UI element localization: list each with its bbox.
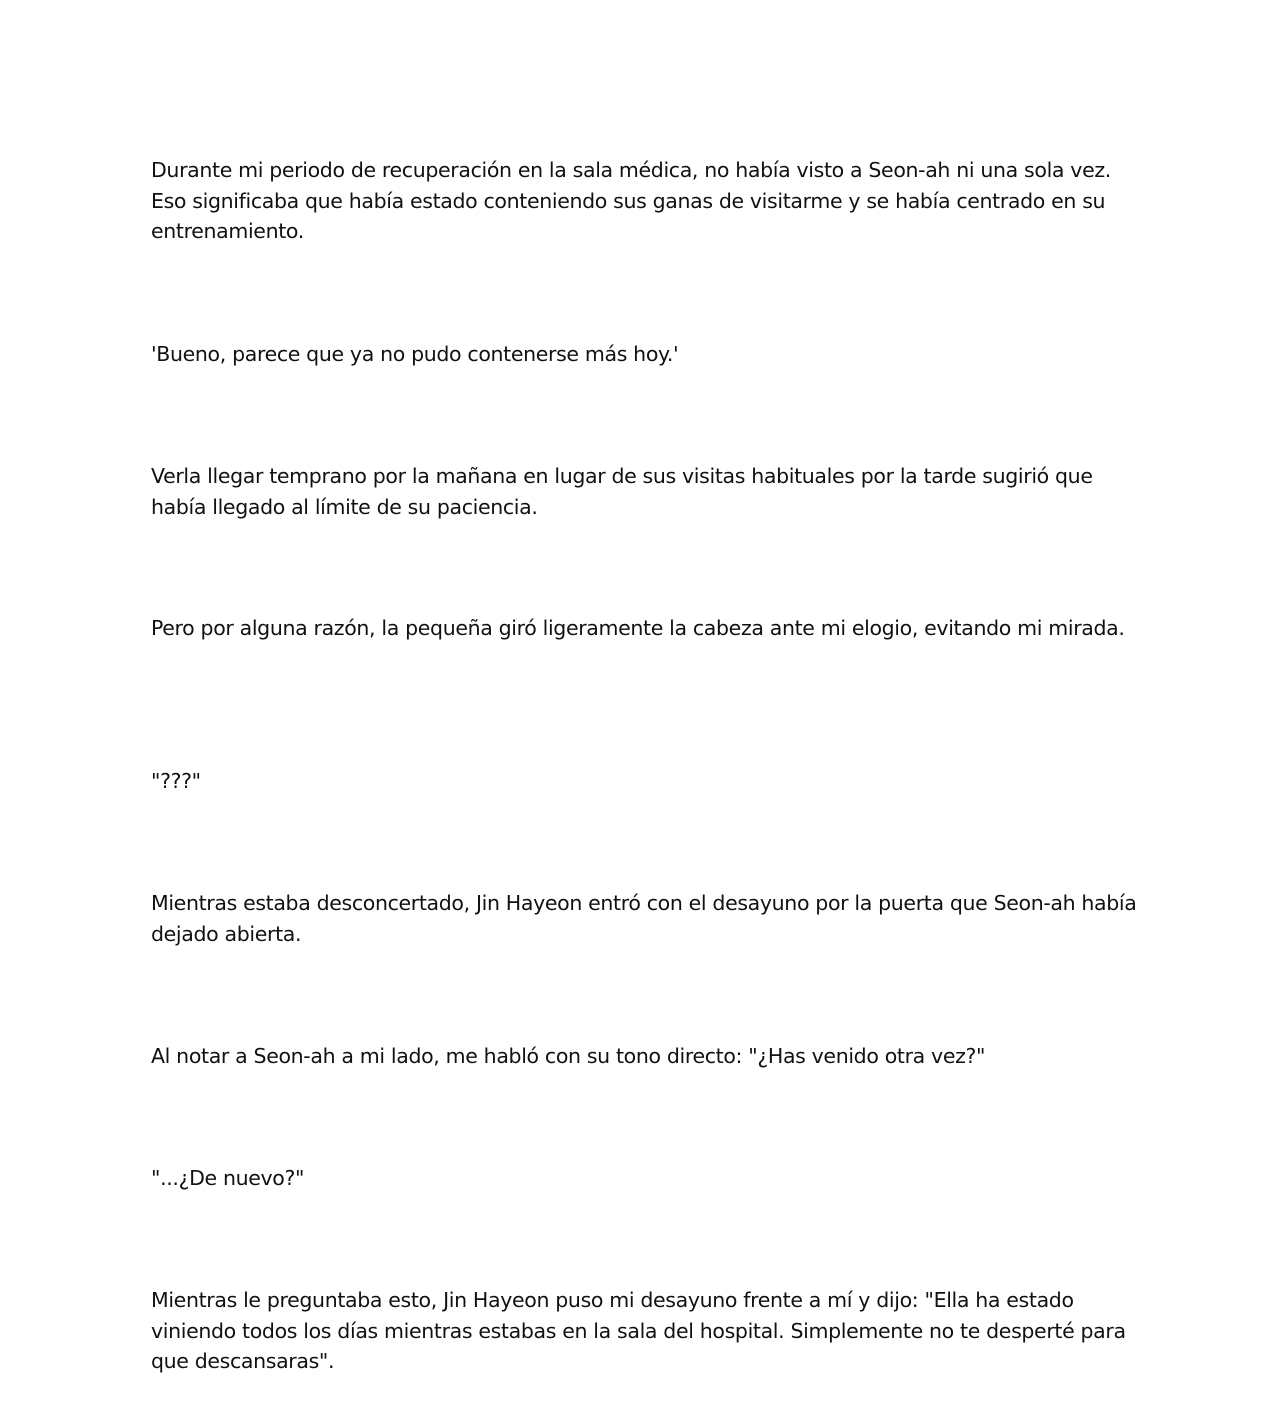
paragraph-7: Al notar a Seon-ah a mi lado, me habló con su tono directo: "¿Has venido otra vez?": [151, 1044, 986, 1068]
paragraph-9: Mientras le preguntaba esto, Jin Hayeon puso mi desayuno frente a mí y dijo: "Ella ha estado viniendo todos los días mientras estabas en la sala del hospital. Simplemente no te desperté para que descansaras".: [151, 1288, 1126, 1373]
paragraph-8: "...¿De nuevo?": [151, 1166, 305, 1190]
paragraph-5: "???": [151, 769, 201, 793]
paragraph-2: 'Bueno, parece que ya no pudo contenerse más hoy.': [151, 342, 679, 366]
paragraph-1: Durante mi periodo de recuperación en la sala médica, no había visto a Seon-ah ni una sola vez. Eso significaba que había estado conteniendo sus ganas de visitarme y se había centrado en su entrenamiento.: [151, 158, 1111, 243]
paragraph-6: Mientras estaba desconcertado, Jin Hayeon entró con el desayuno por la puerta que Seon-ah había dejado abierta.: [151, 891, 1137, 946]
paragraph-4: Pero por alguna razón, la pequeña giró ligeramente la cabeza ante mi elogio, evitando mi mirada.: [151, 616, 1125, 640]
paragraph-3: Verla llegar temprano por la mañana en lugar de sus visitas habituales por la tarde sugirió que había llegado al límite de su paciencia.: [151, 464, 1093, 519]
